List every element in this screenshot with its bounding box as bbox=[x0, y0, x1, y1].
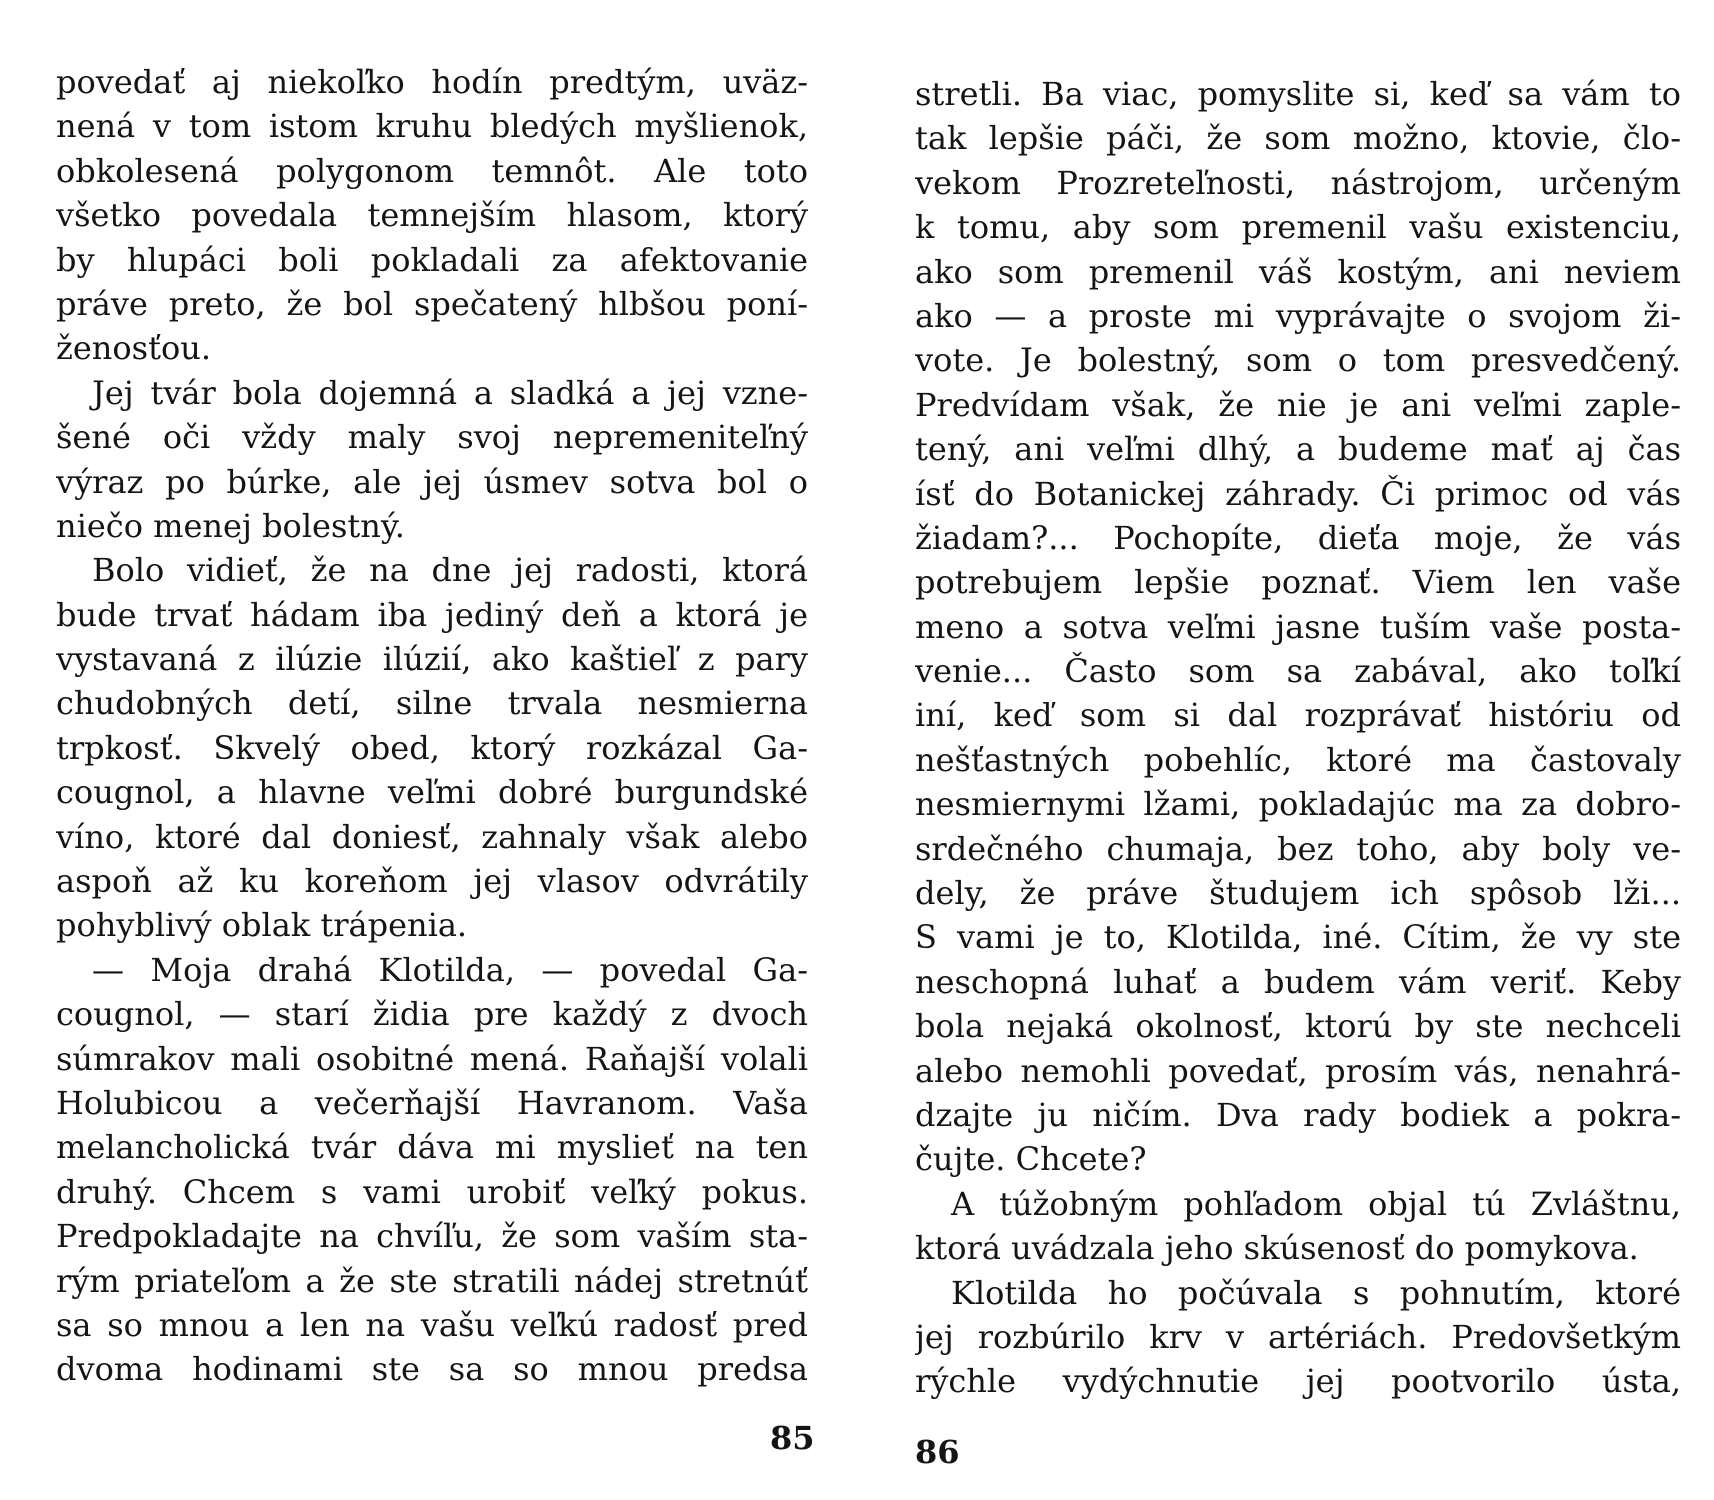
left-line-23: súmrakov mali osobitné mená. Raňajší volali bbox=[56, 1039, 808, 1078]
left-line-14: vystavaná z ilúzie ilúzií, ako kaštieľ z pary bbox=[56, 640, 808, 679]
left-line-8: Jej tvár bola dojemná a sladká a jej vzne- bbox=[92, 373, 808, 412]
left-line-2: nená v tom istom kruhu bledých myšlienok, bbox=[56, 107, 808, 146]
left-line-15: chudobných detí, silne trvala nesmierna bbox=[56, 684, 808, 723]
right-line-19: dely, že práve študujem ich spôsob lži... bbox=[915, 874, 1681, 913]
page-number-right: 86 bbox=[915, 1433, 960, 1471]
left-line-25: melancholická tvár dáva mi myslieť na ten bbox=[56, 1128, 808, 1167]
right-line-15: iní, keď som si dal rozprávať históriu od bbox=[915, 696, 1681, 735]
left-line-30: dvoma hodinami ste sa so mnou predsa bbox=[56, 1350, 808, 1389]
right-line-13: meno a sotva veľmi jasne tuším vaše posta- bbox=[915, 607, 1681, 646]
left-line-29: sa so mnou a len na vašu veľkú radosť pred bbox=[56, 1305, 808, 1344]
right-line-12: potrebujem lepšie poznať. Viem len vaše bbox=[915, 563, 1681, 602]
right-line-10: ísť do Botanickej záhrady. Či primoc od vás bbox=[915, 474, 1681, 513]
right-line-27: ktorá uvádzala jeho skúsenosť do pomykova. bbox=[915, 1229, 1639, 1268]
right-line-24: dzajte ju ničím. Dva rady bodiek a pokra- bbox=[915, 1095, 1681, 1134]
left-line-20: pohyblivý oblak trápenia. bbox=[56, 906, 468, 945]
right-line-30: rýchle vydýchnutie jej pootvorilo ústa, bbox=[915, 1362, 1681, 1401]
right-line-25: čujte. Chcete? bbox=[915, 1140, 1147, 1179]
right-line-16: nešťastných pobehlíc, ktoré ma častovaly bbox=[915, 740, 1681, 779]
right-line-6: ako — a proste mi vyprávajte o svojom ži- bbox=[915, 296, 1681, 335]
right-line-21: neschopná luhať a budem vám veriť. Keby bbox=[915, 962, 1681, 1001]
right-line-8: Predvídam však, že nie je ani veľmi zaple- bbox=[915, 385, 1681, 424]
right-line-3: vekom Prozreteľnosti, nástrojom, určeným bbox=[915, 163, 1681, 202]
left-line-22: cougnol, — starí židia pre každý z dvoch bbox=[56, 995, 808, 1034]
right-line-26: A túžobným pohľadom objal tú Zvláštnu, bbox=[951, 1184, 1681, 1223]
right-line-1: stretli. Ba viac, pomyslite si, keď sa vám to bbox=[915, 75, 1681, 113]
left-line-16: trpkosť. Skvelý obed, ktorý rozkázal Ga- bbox=[56, 728, 808, 767]
left-line-7: ženosťou. bbox=[56, 329, 211, 368]
left-line-13: bude trvať hádam iba jediný deň a ktorá je bbox=[56, 595, 808, 634]
right-line-2: tak lepšie páči, že som možno, ktovie, člo- bbox=[915, 119, 1681, 158]
right-line-7: vote. Je bolestný, som o tom presvedčený. bbox=[915, 341, 1681, 380]
right-line-23: alebo nemohli povedať, prosím vás, nenahrá- bbox=[915, 1051, 1681, 1090]
left-line-9: šené oči vždy maly svoj nepremeniteľný bbox=[56, 418, 808, 457]
left-line-19: aspoň až ku koreňom jej vlasov odvrátily bbox=[56, 862, 808, 901]
right-line-5: ako som premenil váš kostým, ani neviem bbox=[915, 252, 1681, 291]
left-line-24: Holubicou a večerňajší Havranom. Vaša bbox=[56, 1083, 808, 1122]
left-line-3: obkolesená polygonom temnôt. Ale toto bbox=[56, 151, 808, 190]
left-line-12: Bolo vidieť, že na dne jej radosti, ktorá bbox=[92, 551, 808, 590]
left-line-28: rým priateľom a že ste stratili nádej stretnúť bbox=[56, 1261, 808, 1300]
right-line-14: venie... Často som sa zabával, ako toľkí bbox=[915, 652, 1681, 691]
left-line-18: víno, ktoré dal doniesť, zahnaly však alebo bbox=[56, 817, 808, 856]
right-page bbox=[857, 0, 1714, 1500]
left-line-6: práve preto, že bol spečatený hlbšou poní- bbox=[56, 284, 808, 323]
right-line-18: srdečného chumaja, bez toho, aby boly ve- bbox=[915, 829, 1681, 868]
left-line-27: Predpokladajte na chvíľu, že som vaším sta- bbox=[56, 1217, 808, 1256]
right-line-9: tený, ani veľmi dlhý, a budeme mať aj čas bbox=[915, 430, 1681, 469]
left-line-4: všetko povedala temnejším hlasom, ktorý bbox=[56, 196, 808, 235]
right-line-29: jej rozbúrilo krv v artériách. Predovšetkým bbox=[915, 1317, 1681, 1356]
left-page-text-column bbox=[56, 60, 808, 1392]
left-line-17: cougnol, a hlavne veľmi dobré burgundské bbox=[56, 773, 808, 812]
left-line-1: povedať aj niekoľko hodín predtým, uväz- bbox=[56, 63, 808, 101]
right-line-17: nesmiernymi lžami, pokladajúc ma za dobro- bbox=[915, 785, 1681, 824]
right-line-4: k tomu, aby som premenil vašu existenciu, bbox=[915, 208, 1681, 247]
left-line-10: výraz po búrke, ale jej úsmev sotva bol o bbox=[56, 462, 808, 501]
right-page-text-column bbox=[915, 72, 1681, 1404]
right-line-22: bola nejaká okolnosť, ktorú by ste nechceli bbox=[915, 1007, 1681, 1046]
left-line-11: niečo menej bolestný. bbox=[56, 506, 405, 545]
left-line-21: — Moja drahá Klotilda, — povedal Ga- bbox=[92, 950, 808, 989]
left-line-5: by hlupáci boli pokladali za afektovanie bbox=[56, 240, 808, 279]
page-number-left: 85 bbox=[770, 1419, 815, 1457]
right-line-28: Klotilda ho počúvala s pohnutím, ktoré bbox=[951, 1273, 1681, 1312]
right-line-11: žiadam?... Pochopíte, dieťa moje, že vás bbox=[915, 518, 1681, 557]
left-line-26: druhý. Chcem s vami urobiť veľký pokus. bbox=[56, 1172, 808, 1211]
right-line-20: S vami je to, Klotilda, iné. Cítim, že vy ste bbox=[915, 918, 1681, 957]
